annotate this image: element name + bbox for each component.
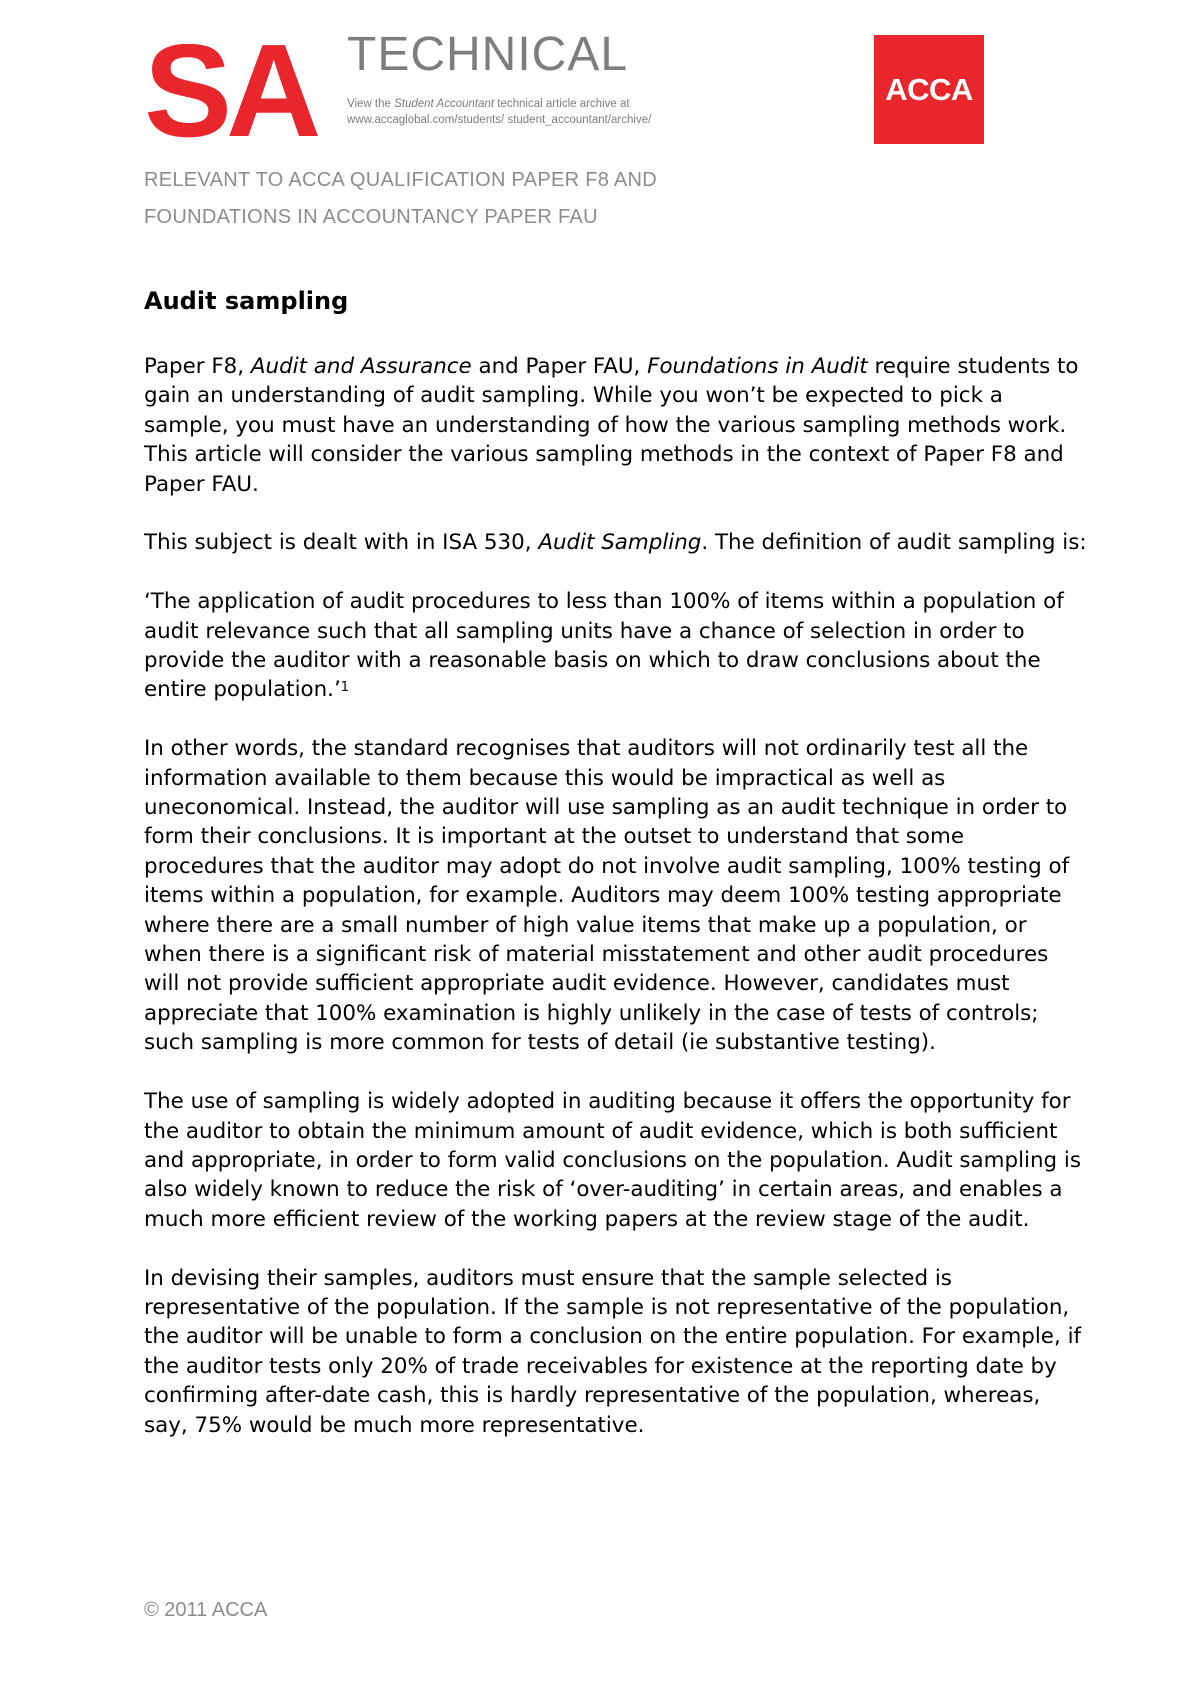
page-header	[144, 17, 984, 164]
archive-note-part1: View the	[347, 98, 395, 110]
paragraph-4: In other words, the standard recognises that auditors will not ordinarily test all the information available to them because this would be impractical as well as uneconomical. Instead, the auditor will use sampling as an audit technique in order to form their conclusions. It is important at the outset to understand that some procedures that the auditor may adopt do not involve audit sampling, 100% testing of items within a population, for example. Auditors may deem 100% testing appropriate where there are a small number of high value items that make up a population, or when there is a significant risk of material misstatement and other audit procedures will not provide sufficient appropriate audit evidence. However, candidates must appreciate that 100% examination is highly unlikely in the case of tests of controls; such sampling is more common for tests of detail (ie substantive testing).	[144, 736, 1070, 1056]
paragraph-1	[144, 352, 1089, 499]
p1-text-b: and Paper FAU,	[471, 354, 648, 379]
acca-logo-text: ACCA	[885, 71, 973, 107]
article-body	[144, 352, 1089, 1469]
archive-note	[347, 96, 667, 128]
archive-note-part2: technical article archive at www.accaglobal.com/students/ student_accountant/archive/	[347, 98, 652, 126]
acca-logo	[874, 35, 984, 144]
section-title: TECHNICAL	[347, 28, 629, 81]
p2-text-a: This subject is dealt with in ISA 530,	[144, 530, 539, 556]
p1-paper-title-f8: Audit and Assurance	[250, 354, 472, 379]
p1-paper-title-fau: Foundations in Audit	[647, 354, 868, 379]
article-title: Audit sampling	[144, 287, 349, 315]
archive-note-publication: Student Accountant	[394, 98, 495, 110]
p1-text-c: require students to gain an understanding of audit sampling. While you won’t be expected to pick a sample, you must have an understanding of how the various sampling methods work. This article will consider the various sampling methods in the context of Paper F8 and Paper FAU.	[144, 354, 1079, 497]
relevance-line-2: FOUNDATIONS IN ACCOUNTANCY PAPER FAU	[144, 206, 598, 228]
definition-quote: ‘The application of audit procedures to less than 100% of items within a population of audit relevance such that all sampling units have a chance of selection in order to provide the auditor with a reasonable basis on which to draw conclusions about the entire population.’	[144, 589, 1064, 703]
paragraph-2	[144, 528, 1089, 557]
paragraph-5: The use of sampling is widely adopted in auditing because it offers the opportunity for the auditor to obtain the minimum amount of audit evidence, which is both sufficient and appropriate, in order to form valid conclusions on the population. Audit sampling is also widely known to reduce the risk of ‘over-auditing’ in certain areas, and enables a much more efficient review of the working papers at the review stage of the audit.	[144, 1089, 1081, 1232]
relevance-statement	[144, 162, 657, 236]
paragraph-6: In devising their samples, auditors must ensure that the sample selected is representative of the population. If the sample is not representative of the population, the auditor will be unable to form a conclusion on the entire population. For example, if the auditor tests only 20% of trade receivables for existence at the reporting date by confirming after-date cash, this is hardly representative of the population, whereas, say, 75% would be much more representative.	[144, 1265, 1082, 1438]
p2-standard-title: Audit Sampling	[538, 530, 702, 556]
footer-copyright: © 2011 ACCA	[144, 1599, 268, 1621]
paragraph-3-quote	[144, 587, 1089, 705]
relevance-line-1: RELEVANT TO ACCA QUALIFICATION PAPER F8 AND	[144, 169, 658, 191]
sa-logo: SA	[144, 17, 316, 164]
p2-text-b: . The definition of audit sampling is:	[701, 530, 1087, 556]
footnote-marker: 1	[340, 680, 350, 696]
p1-text-a: Paper F8,	[144, 354, 251, 379]
